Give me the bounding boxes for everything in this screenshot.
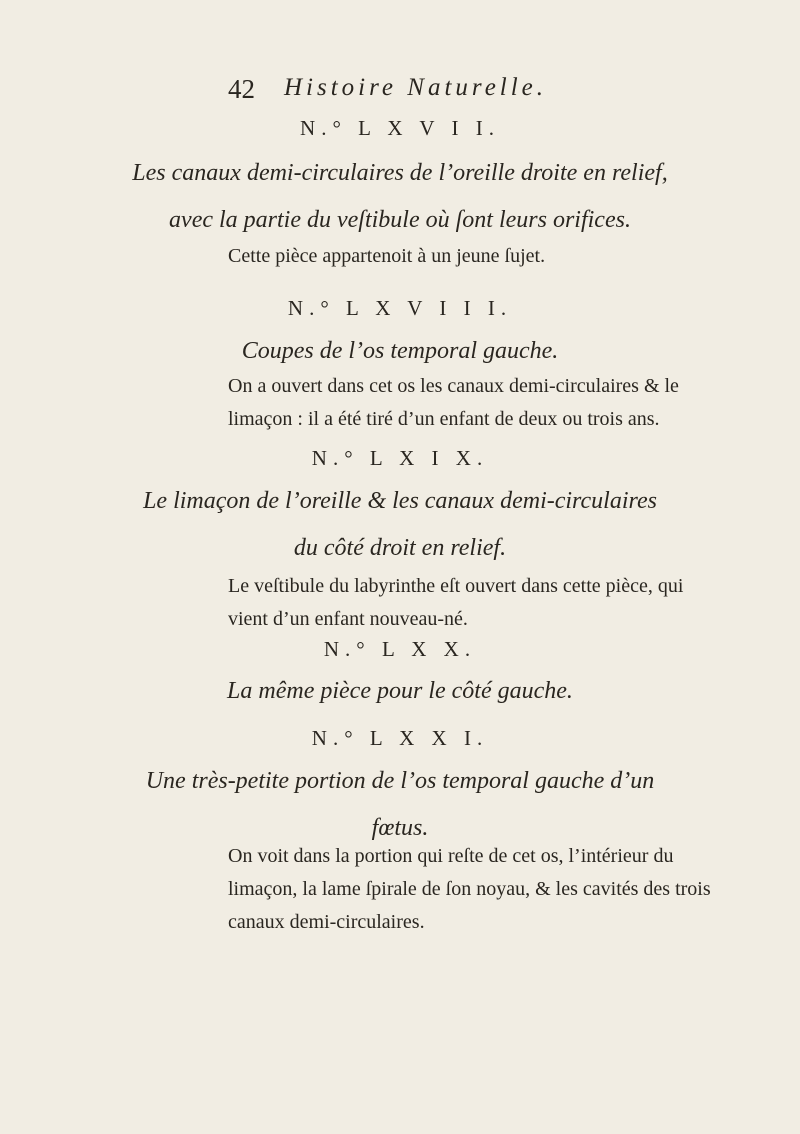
entry-number-lxxi: N.° L X X I. — [311, 726, 489, 750]
entry-caption-lxix — [0, 478, 800, 572]
text-line: vient d’un enfant nouveau-né. — [228, 608, 468, 630]
entry-text-lxviii — [228, 370, 738, 436]
caption-line: Une très-petite portion de l’os temporal gauche d’un — [145, 768, 655, 794]
page-number: 42 — [228, 74, 255, 104]
text-line: limaçon, la lame ſpirale de ſon noyau, & les cavités des trois — [228, 878, 711, 900]
entry-caption-lxx — [0, 668, 800, 715]
entry-number-lxvii: N.° L X V I I. — [300, 116, 500, 140]
text-line: Le veſtibule du labyrinthe eſt ouvert dans cette pièce, qui — [228, 575, 684, 597]
entry-number-lxx: N.° L X X. — [323, 637, 477, 661]
caption-line: fœtus. — [371, 815, 429, 841]
running-title: Histoire Naturelle. — [284, 74, 548, 101]
text-line: canaux demi-circulaires. — [228, 911, 425, 933]
caption-line: La même pièce pour le côté gauche. — [227, 678, 573, 704]
text-line: On voit dans la portion qui reſte de cet os, l’intérieur du — [228, 845, 674, 867]
entry-number-lxix: N.° L X I X. — [311, 446, 489, 470]
entry-text-lxvii — [228, 240, 738, 273]
entry-caption-lxvii — [0, 150, 800, 244]
page-header — [228, 74, 748, 114]
caption-line: Les canaux demi-circulaires de l’oreille droite en relief, — [132, 160, 668, 186]
entry-number-lxviii: N.° L X V I I I. — [287, 296, 513, 320]
entry-text-lxix — [228, 570, 738, 636]
caption-line: Le limaçon de l’oreille & les canaux demi-circulaires — [143, 488, 657, 514]
entry-caption-lxxi — [0, 758, 800, 852]
text-line: On a ouvert dans cet os les canaux demi-circulaires & le — [228, 375, 679, 397]
entry-text-lxxi — [228, 840, 738, 939]
caption-line: avec la partie du veſtibule où ſont leurs orifices. — [169, 207, 631, 233]
entry-caption-lxviii — [0, 328, 800, 375]
caption-line: du côté droit en relief. — [293, 535, 507, 561]
text-line: Cette pièce appartenoit à un jeune ſujet. — [228, 245, 546, 267]
caption-line: Coupes de l’os temporal gauche. — [241, 338, 559, 364]
text-line: limaçon : il a été tiré d’un enfant de deux ou trois ans. — [228, 408, 660, 430]
